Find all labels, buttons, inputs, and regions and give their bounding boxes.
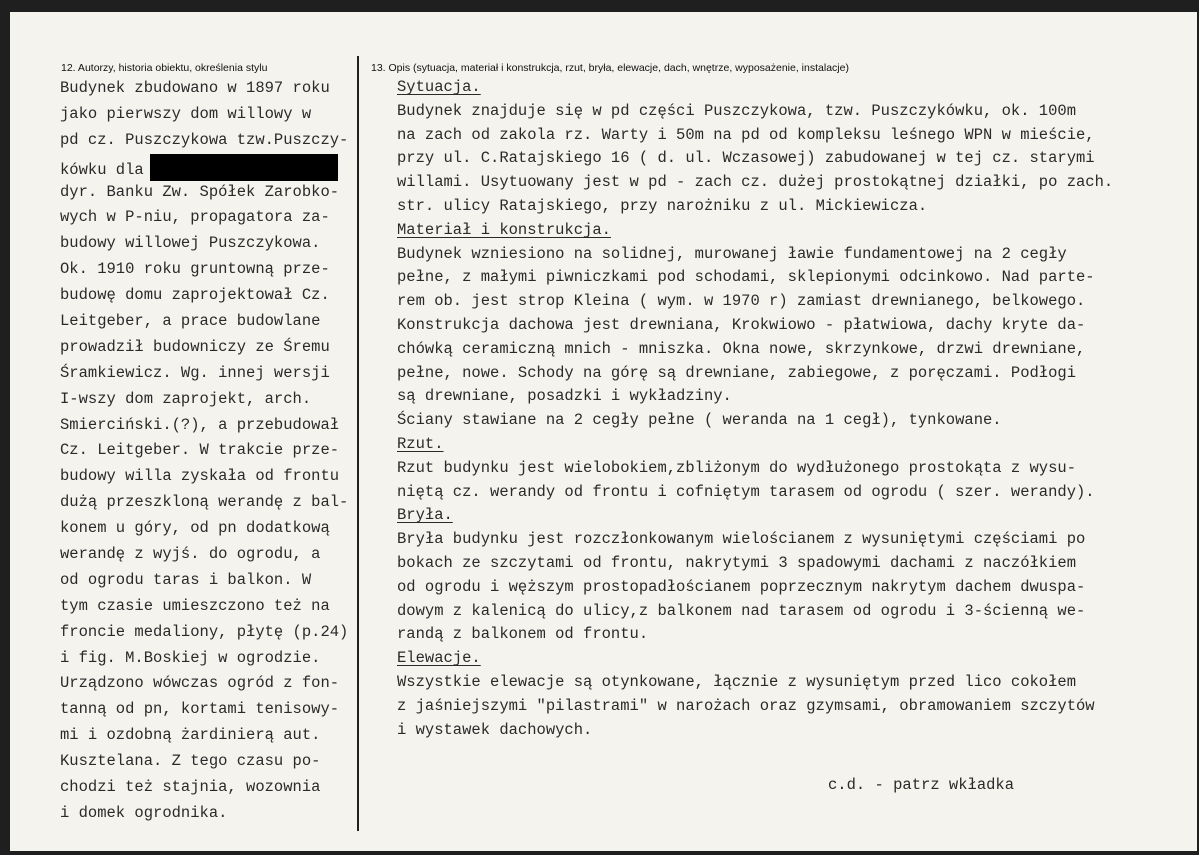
text-line: tanną od pn, kortami tenisowy-: [60, 700, 340, 719]
text-line: dużą przeszkloną werandę z bal-: [60, 493, 349, 512]
text-line: bokach ze szczytami od frontu, nakrytymi 3 spadowymi dachami z naczółkiem: [397, 553, 1077, 572]
text-line: Ok. 1910 roku gruntowną prze-: [60, 260, 330, 279]
section-heading-form: Bryła.: [397, 506, 453, 525]
text-line: Bryła budynku jest rozczłonkowanym wielościanem z wysuniętymi częściami po: [397, 530, 1086, 549]
text-line: i fig. M.Boskiej w ogrodzie.: [60, 648, 321, 667]
text-line: budowy willa zyskała od frontu: [60, 467, 340, 486]
text-line: willami. Usytuowany jest w pd - zach cz. dużej prostokątnej działki, po zach.: [397, 173, 1114, 192]
text-line: Rzut budynku jest wielobokiem,zbliżonym do wydłużonego prostokąta z wysu-: [397, 458, 1077, 477]
text-line: są drewniane, posadzki i wykładziny.: [397, 387, 732, 406]
section-heading-situation: Sytuacja.: [397, 78, 481, 96]
text-line: Konstrukcja dachowa jest drewniana, Krokwiowo - płatwiowa, dachy kryte da-: [397, 315, 1086, 334]
text-line: prowadził budowniczy ze Śremu: [60, 337, 330, 356]
text-line: i wystawek dachowych.: [397, 720, 593, 739]
text-line: pełne, z małymi piwniczkami pod schodami, sklepionymi odcinkowo. Nad parte-: [397, 268, 1095, 287]
text-line: Budynek wzniesiono na solidnej, murowanej ławie fundamentowej na 2 cegły: [397, 244, 1067, 263]
text-line: Urządzono wówczas ogród z fon-: [60, 674, 340, 693]
text-line: froncie medaliony, płytę (p.24): [60, 622, 349, 641]
text-line: mi i ozdobną żardinierą aut.: [60, 726, 321, 745]
section-heading-elevations: Elewacje.: [397, 649, 481, 668]
text-line: chówką ceramiczną mnich - mniszka. Okna nowe, skrzynkowe, drzwi drewniane,: [397, 339, 1086, 358]
text-line: z jaśniejszymi "pilastrami" w narożach oraz gzymsami, obramowaniem szczytów: [397, 696, 1095, 715]
text-line: Wszystkie elewacje są otynkowane, łącznie z wysuniętym przed lico cokołem: [397, 672, 1077, 691]
text-line: chodzi też stajnia, wozownia: [60, 778, 321, 797]
text-line-with-redaction: [60, 154, 348, 180]
text-line: budowy willowej Puszczykowa.: [60, 234, 321, 253]
continuation-note: c.d. - patrz wkładka: [828, 776, 1015, 794]
text-line: I-wszy dom zaprojekt, arch.: [60, 389, 312, 408]
text-line: dyr. Banku Zw. Spółek Zarobko-: [60, 182, 340, 201]
text-line: Cz. Leitgeber. W trakcie prze-: [60, 441, 340, 460]
text-line: Ściany stawiane na 2 cegły pełne ( weranda na 1 cegł), tynkowane.: [397, 411, 1002, 430]
text-line: tym czasie umieszczono też na: [60, 596, 330, 615]
description-text: [397, 76, 1113, 742]
text-line: od ogrodu i węższym prostopadłościanem poprzecznym nakrytym dachem dwuspa-: [397, 577, 1086, 596]
text-line: i domek ogrodnika.: [60, 803, 228, 822]
text-line: Budynek zbudowano w 1897 roku: [60, 79, 330, 97]
column-divider: [357, 56, 359, 831]
text-line: rem ob. jest strop Kleina ( wym. w 1970 r) zamiast drewnianego, belkowego.: [397, 292, 1086, 311]
text-line: przy ul. C.Ratajskiego 16 ( d. ul. Wczasowej) zabudowanej w tej cz. starymi: [397, 149, 1095, 168]
text-line: Smierciński.(?), a przebudował: [60, 415, 340, 434]
text-line: pd cz. Puszczykowa tzw.Puszczy-: [60, 130, 349, 149]
text-line: Budynek znajduje się w pd części Puszczykowa, tzw. Puszczykówku, ok. 100m: [397, 101, 1077, 120]
text-line: budowę domu zaprojektował Cz.: [60, 286, 330, 305]
right-column-header: 13. Opis (sytuacja, materiał i konstrukcja, rzut, bryła, elewacje, dach, wnętrze, wyposażenie, instalacje): [371, 62, 849, 74]
left-column-header: 12. Autorzy, historia obiektu, określenia stylu: [61, 62, 268, 74]
section-heading-plan: Rzut.: [397, 434, 444, 453]
history-text: [60, 76, 348, 827]
redaction-box: [150, 154, 338, 181]
text-line: randą z balkonem od frontu.: [397, 625, 649, 644]
text-line: Śramkiewicz. Wg. innej wersji: [60, 363, 330, 382]
text-line: str. ulicy Ratajskiego, przy narożniku z ul. Mickiewicza.: [397, 196, 928, 215]
text-line: jako pierwszy dom willowy w: [60, 104, 312, 123]
text-line: wych w P-niu, propagatora za-: [60, 208, 330, 227]
text-line: Kusztelana. Z tego czasu po-: [60, 752, 321, 771]
text-line: pełne, nowe. Schody na górę są drewniane, zabiegowe, z poręczami. Podłogi: [397, 363, 1077, 382]
text-line: dowym z kalenicą do ulicy,z balkonem nad tarasem od ogrodu i 3-ścienną we-: [397, 601, 1086, 620]
text-line: konem u góry, od pn dodatkową: [60, 519, 330, 538]
text-line: werandę z wyjś. do ogrodu, a: [60, 545, 321, 564]
text-line: od ogrodu taras i balkon. W: [60, 570, 312, 589]
text-line: niętą cz. werandy od frontu i cofniętym tarasem od ogrodu ( szer. werandy).: [397, 482, 1095, 501]
text-line: na zach od zakola rz. Warty i 50m na pd od kompleksu leśnego WPN w mieście,: [397, 125, 1095, 144]
text-line: Leitgeber, a prace budowlane: [60, 312, 321, 331]
section-heading-material: Materiał i konstrukcja.: [397, 220, 611, 239]
text-line: kówku dla: [60, 160, 144, 179]
